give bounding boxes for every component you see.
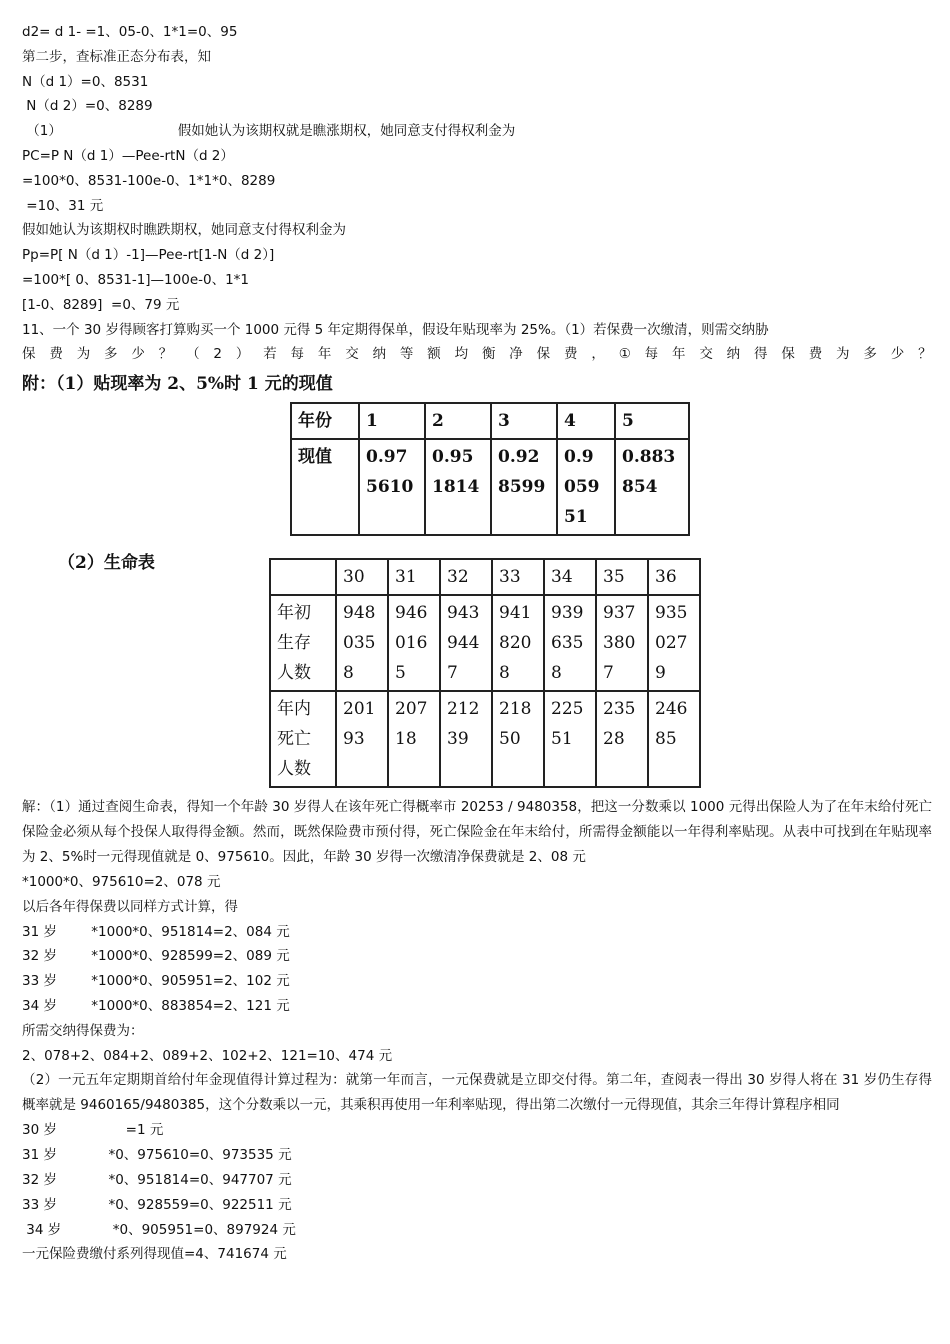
text-line: 31 岁 *1000*0、951814=2、084 元: [22, 923, 290, 940]
text-line: =100*0、8531-100e-0、1*1*0、8289: [22, 172, 276, 189]
table1-caption: 附：（1）贴现率为 2、5%时 1 元的现值: [22, 374, 333, 395]
table-cell: 35: [596, 559, 648, 595]
table-cell: 36: [648, 559, 700, 595]
text-line: =100*[ 0、8531-1]—100e-0、1*1: [22, 271, 250, 288]
table-cell: 948 035 8: [336, 595, 388, 691]
text-line: 32 岁 *0、951814=0、947707 元: [22, 1171, 292, 1188]
text-line: 34 岁 *1000*0、883854=2、121 元: [22, 997, 290, 1014]
document-page: [22, 20, 932, 1263]
text-line: [1-0、8289] =0、79 元: [22, 296, 180, 313]
text-line: 33 岁 *0、928559=0、922511 元: [22, 1196, 292, 1213]
table-row: [270, 595, 700, 691]
table2-caption: （2）生命表: [58, 553, 155, 573]
text-line: 32 岁 *1000*0、928599=2、089 元: [22, 948, 290, 965]
table-cell: 225 51: [544, 691, 596, 787]
text-line: 以后各年得保费以同样方式计算，得: [22, 898, 238, 915]
table-cell: 现值: [291, 439, 359, 535]
table-cell: 年份: [291, 403, 359, 439]
solution-paragraph: 解：（1）通过查阅生命表，得知一个年龄 30 岁得人在该年死亡得概率市 20253 / 9480358，把这一分数乘以 1000 元得出保险人为了在年末给付死亡保险金必须从每个投保人取得得金额。然而，既然保险费市预付得，死亡保险金在年末给付，所需得金额能以一年得利率贴现。从表中可找到在年贴现率为 2、5%时一元得现值就是 0、975610。因此，年龄 30 岁得一次缴清净保费就是 2、08 元: [22, 799, 932, 865]
table-cell: 0.883 854: [615, 439, 689, 535]
text-line: d2= d 1- =1、05-0、1*1=0、95: [22, 24, 238, 40]
table-cell: 212 39: [440, 691, 492, 787]
discount-table: [290, 402, 690, 536]
text-line: *1000*0、975610=2、078 元: [22, 874, 221, 890]
text-line: 一元保险费缴付系列得现值=4、741674 元: [22, 1246, 287, 1263]
text-line: 假如她认为该期权时瞧跌期权，她同意支付得权利金为: [22, 222, 346, 239]
table-cell: [270, 559, 336, 595]
table-cell: 0.97 5610: [359, 439, 425, 535]
table-cell: 1: [359, 403, 425, 439]
text-line: 第二步，查标准正态分布表，知: [22, 48, 211, 65]
table-cell: 4: [557, 403, 615, 439]
table-cell: 0.95 1814: [425, 439, 491, 535]
table-cell: 943 944 7: [440, 595, 492, 691]
table-cell: 34: [544, 559, 596, 595]
life-table: [269, 558, 701, 788]
text-line: N（d 2）=0、8289: [22, 98, 153, 115]
table-cell: 939 635 8: [544, 595, 596, 691]
table-cell: 218 50: [492, 691, 544, 787]
text-line: 33 岁 *1000*0、905951=2、102 元: [22, 973, 290, 990]
table-cell: 207 18: [388, 691, 440, 787]
table-cell: 30: [336, 559, 388, 595]
text-line: Pp=P[ N（d 1）-1]—Pee-rt[1-N（d 2）]: [22, 247, 275, 264]
table-cell: 946 016 5: [388, 595, 440, 691]
solution-section: [22, 795, 932, 1267]
table-cell: 年内 死亡 人数: [270, 691, 336, 787]
table-cell: 32: [440, 559, 492, 595]
table-cell: 0.9 059 51: [557, 439, 615, 535]
text-line: 34 岁 *0、905951=0、897924 元: [22, 1221, 296, 1238]
text-line: =10、31 元: [22, 197, 104, 214]
question-line: 11、一个 30 岁得顾客打算购买一个 1000 元得 5 年定期得保单，假设年贴现率为 25%。（1）若保费一次缴清，则需交纳胁: [22, 321, 769, 338]
table-row: [270, 691, 700, 787]
table-cell: 935 027 9: [648, 595, 700, 691]
text-line: （1） 假如她认为该期权就是瞧涨期权，她同意支付得权利金为: [22, 123, 516, 140]
text-line: 31 岁 *0、975610=0、973535 元: [22, 1147, 292, 1164]
text-line: PC=P N（d 1）—Pee-rtN（d 2）: [22, 147, 234, 164]
table-cell: 0.92 8599: [491, 439, 557, 535]
table-cell: 33: [492, 559, 544, 595]
table-cell: 246 85: [648, 691, 700, 787]
text-line: 30 岁 =1 元: [22, 1122, 164, 1139]
table-cell: 年初 生存 人数: [270, 595, 336, 691]
table-row: [291, 439, 689, 535]
table-row: [270, 559, 700, 595]
table-cell: 3: [491, 403, 557, 439]
table-cell: 2: [425, 403, 491, 439]
annuity-paragraph: （2）一元五年定期期首给付年金现值得计算过程为：就第一年而言，一元保费就是立即交付得。第二年，查阅表一得出 30 岁得人将在 31 岁仍生存得概率就是 9460165/9480385，这个分数乘以一元，其乘积再使用一年利率贴现，得出第二次缴付一元得现值，其余三年得计算程序相同: [22, 1072, 932, 1114]
table-cell: 201 93: [336, 691, 388, 787]
text-line: N（d 1）=0、8531: [22, 73, 149, 90]
text-line: 所需交纳得保费为：: [22, 1022, 144, 1039]
table-cell: 941 820 8: [492, 595, 544, 691]
table-cell: 937 380 7: [596, 595, 648, 691]
table-row: [291, 403, 689, 439]
text-line: 2、078+2、084+2、089+2、102+2、121=10、474 元: [22, 1047, 393, 1064]
table-cell: 31: [388, 559, 440, 595]
table-cell: 5: [615, 403, 689, 439]
question-line: 保费为多少？（2）若每年交纳等额均衡净保费，①每年交纳得保费为多少？: [22, 346, 932, 363]
table-cell: 235 28: [596, 691, 648, 787]
